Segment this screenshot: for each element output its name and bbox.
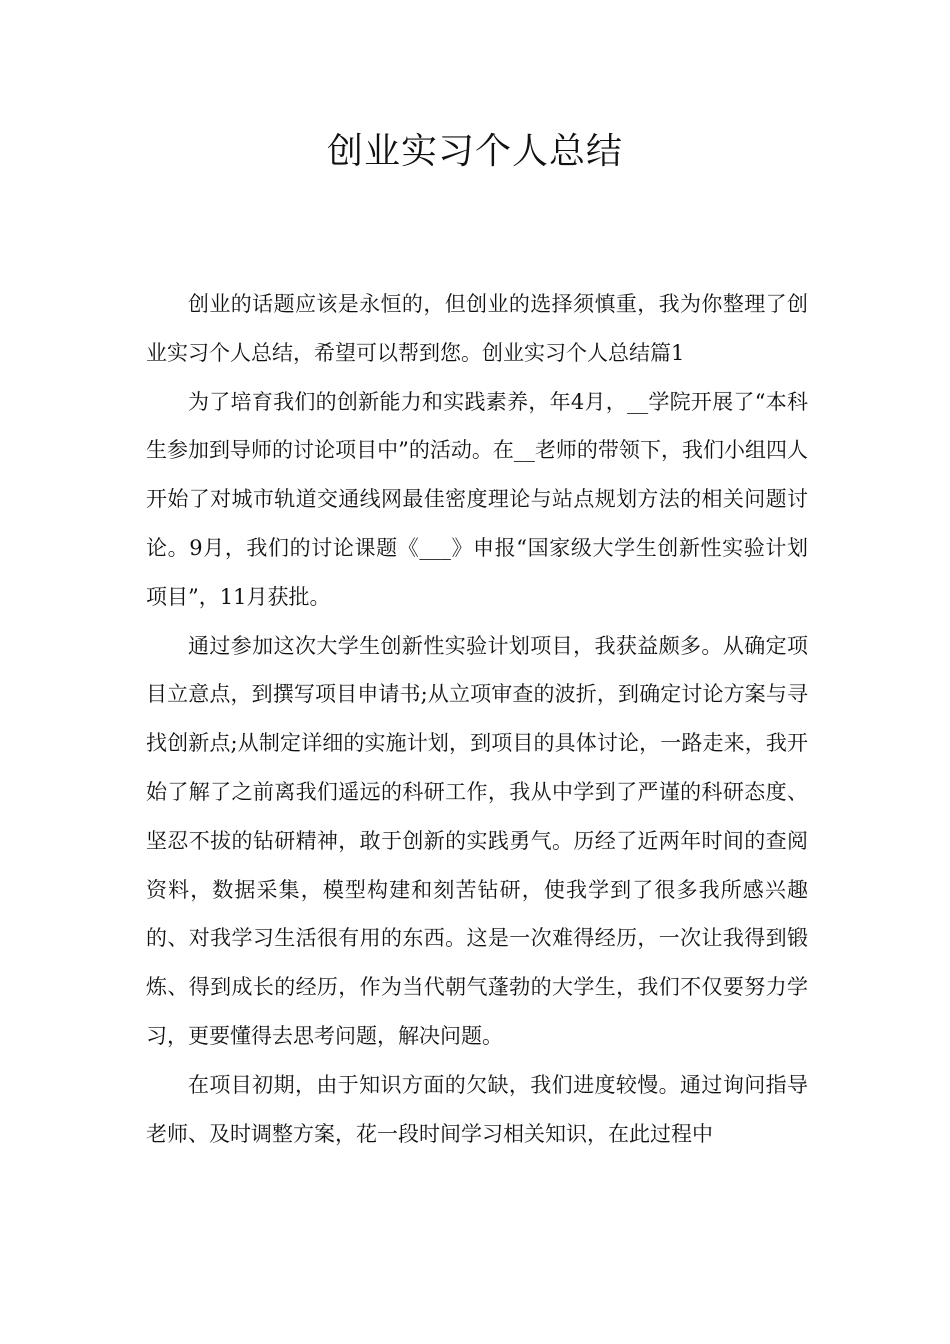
paragraph-intro: 创业的话题应该是永恒的，但创业的选择须慎重，我为你整理了创业实习个人总结，希望可以帮到您。创业实习个人总结篇1 — [146, 292, 808, 365]
paragraph-early-stage: 在项目初期，由于知识方面的欠缺，我们进度较慢。通过询问指导老师、及时调整方案，花一段时间学习相关知识，在此过程中 — [146, 1072, 808, 1146]
document-body — [146, 280, 808, 1158]
paragraph-project-background: 为了培育我们的创新能力和实践素养，年4月，__学院开展了“本科生参加到导师的讨论项目中”的活动。在__老师的带领下，我们小组四人开始了对城市轨道交通线网最佳密度理论与站点规划方法的相关问题讨论。9月，我们的讨论课题《___》申报“国家级大学生创新性实验计划项目”，11月获批。 — [146, 389, 808, 609]
paragraph-gains: 通过参加这次大学生创新性实验计划项目，我获益颇多。从确定项目立意点，到撰写项目申请书;从立项审查的波折，到确定讨论方案与寻找创新点;从制定详细的实施计划，到项目的具体讨论，一路走来，我开始了解了之前离我们遥远的科研工作，我从中学到了严谨的科研态度、坚忍不拔的钻研精神，敢于创新的实践勇气。历经了近两年时间的查阅资料，数据采集，模型构建和刻苦钻研，使我学到了很多我所感兴趣的、对我学习生活很有用的东西。这是一次难得经历，一次让我得到锻炼、得到成长的经历，作为当代朝气蓬勃的大学生，我们不仅要努力学习，更要懂得去思考问题，解决问题。 — [146, 633, 808, 1048]
document-title: 创业实习个人总结 — [326, 131, 623, 172]
